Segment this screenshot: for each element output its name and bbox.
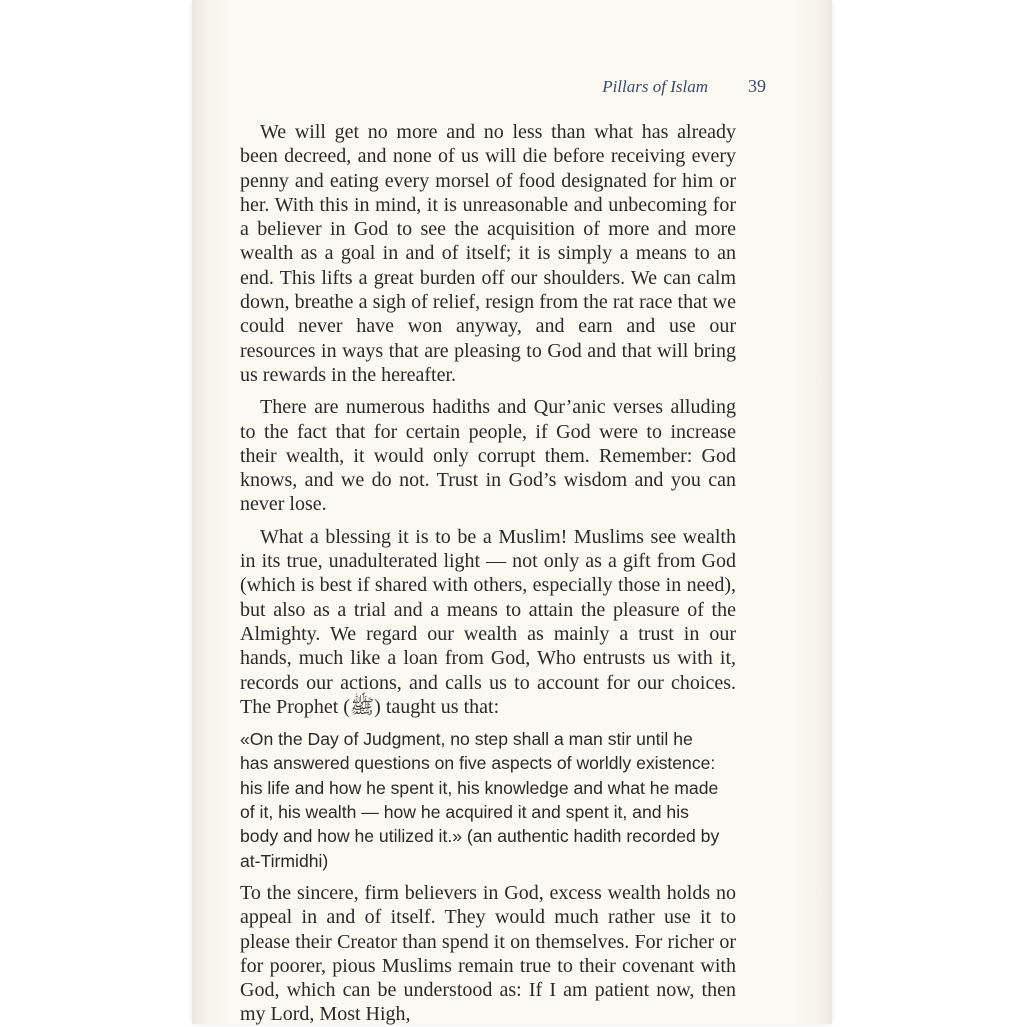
body-text [240,120,736,1027]
book-page [192,0,832,1024]
page-number: 39 [748,76,766,96]
running-head [192,76,766,97]
closing-paragraph: To the sincere, firm believers in God, excess wealth holds no appeal in and of itself. They would much rather use it to please their Creator than spend it on themselves. For richer or for poorer, pious Muslims remain true to their covenant with God, which can be understood as: If I am patient now, then my Lord, Most High, [240,881,736,1026]
running-head-title: Pillars of Islam [602,77,708,96]
paragraph: What a blessing it is to be a Muslim! Muslims see wealth in its true, unadulterated light — not only as a gift from God (which is best if shared with others, especially those in need), but also as a trial and a means to attain the pleasure of the Almighty. We regard our wealth as mainly a trust in our hands, much like a loan from God, Who entrusts us with it, records our actions, and calls us to account for our choices. The Prophet (ﷺ) taught us that: [240,525,736,718]
paragraph: There are numerous hadiths and Qur’anic verses alluding to the fact that for certain people, if God were to increase their wealth, it would only corrupt them. Remember: God knows, and we do not. Trust in God’s wisdom and you can never lose. [240,396,736,516]
hadith-quote: «On the Day of Judgment, no step shall a man stir until he has answered questions on five aspects of worldly existence: his life and how he spent it, his knowledge and what he made of it, his wealth — how he acquired it and spent it, and his body and how he utilized it.» (an authentic hadith recorded by at-Tirmidhi) [240,729,720,871]
paragraph: We will get no more and no less than what has already been decreed, and none of us will die before receiving every penny and eating every morsel of food designated for him or her. With this in mind, it is unreasonable and unbecoming for a believer in God to see the acquisition of more and more wealth as a goal in and of itself; it is simply a means to an end. This lifts a great burden off our shoulders. We can calm down, breathe a sigh of relief, resign from the rat race that we could never have won anyway, and earn and use our resources in ways that are pleasing to God and that will bring us rewards in the hereafter. [240,121,736,386]
